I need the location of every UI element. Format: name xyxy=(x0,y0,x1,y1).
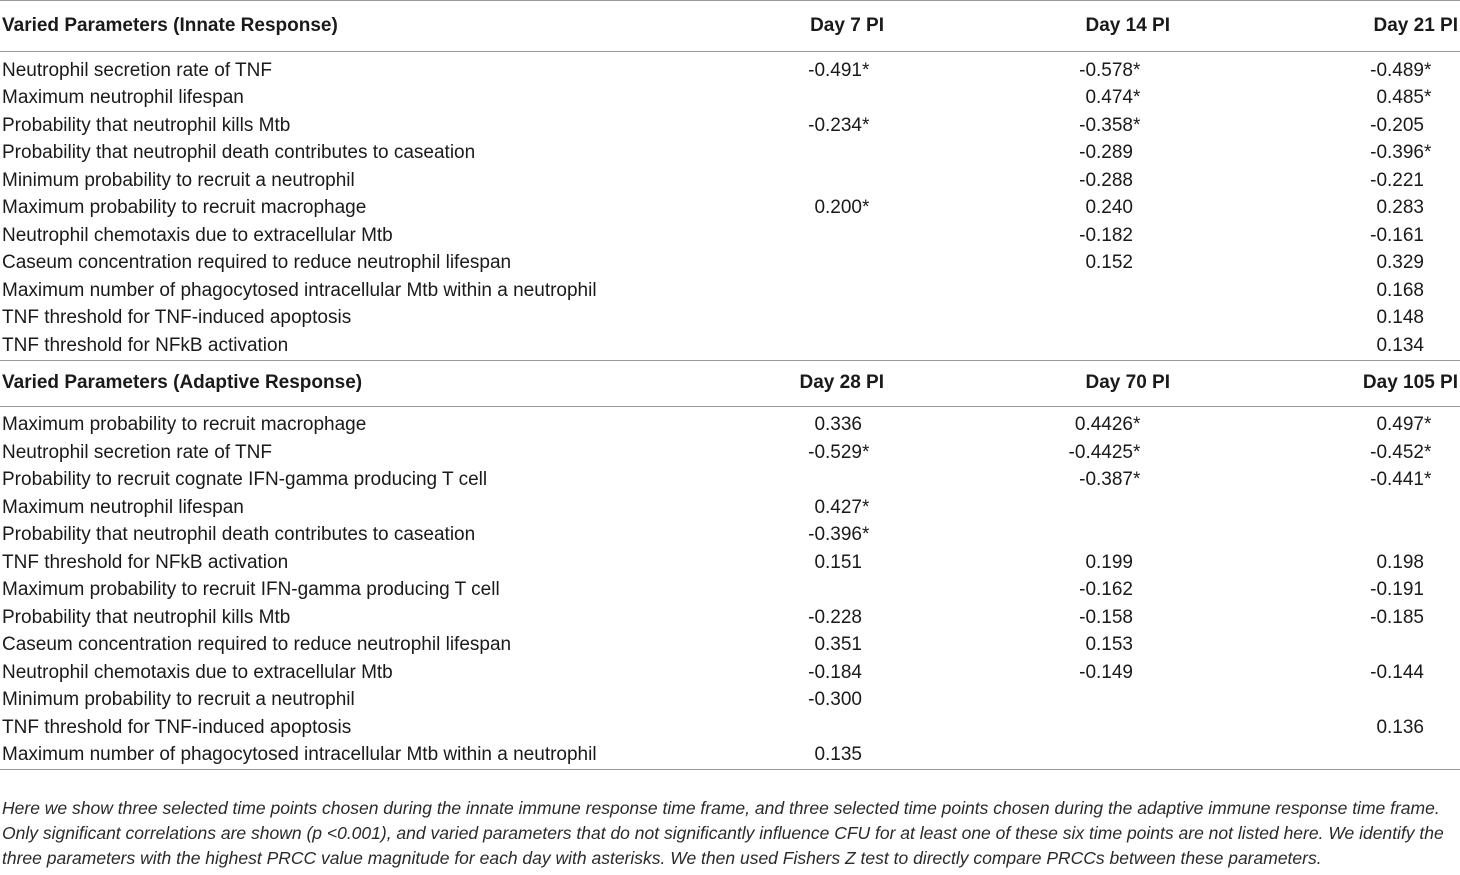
prcc-value-cell xyxy=(740,85,988,113)
prcc-value-cell xyxy=(740,439,988,467)
param-name-cell: Maximum probability to recruit macrophage xyxy=(2,414,367,436)
prcc-value: -0.396 xyxy=(1370,142,1424,164)
prcc-value-cell xyxy=(1260,112,1460,140)
prcc-value: -0.489 xyxy=(1370,59,1424,81)
innate-day21-header: Day 21 PI xyxy=(1260,1,1460,52)
prcc-value-cell xyxy=(740,632,988,660)
prcc-value-cell xyxy=(988,714,1260,742)
prcc-value: -0.161 xyxy=(1370,224,1424,246)
prcc-value-cell xyxy=(1260,57,1460,85)
prcc-value: 0.136 xyxy=(1376,716,1424,738)
prcc-value-cell xyxy=(740,659,988,687)
prcc-value-cell xyxy=(988,549,1260,577)
prcc-value: 0.148 xyxy=(1376,307,1424,329)
innate-param-header: Varied Parameters (Innate Response) xyxy=(0,1,740,52)
significance-asterisk: * xyxy=(1424,441,1432,463)
param-name-cell: Neutrophil secretion rate of TNF xyxy=(2,59,272,81)
param-name-cell: TNF threshold for NFkB activation xyxy=(2,551,289,573)
prcc-value-cell xyxy=(1260,687,1460,715)
table-row xyxy=(0,250,1460,278)
prcc-value-cell xyxy=(740,494,988,522)
prcc-value: -0.396 xyxy=(808,524,862,546)
significance-asterisk: * xyxy=(1424,87,1432,109)
prcc-value-cell xyxy=(1260,632,1460,660)
significance-asterisk: * xyxy=(1424,469,1432,491)
prcc-value-cell xyxy=(1260,332,1460,360)
prcc-value-cell xyxy=(1260,167,1460,195)
prcc-value-cell xyxy=(988,522,1260,550)
table-row xyxy=(0,85,1460,113)
prcc-value-cell xyxy=(988,742,1260,770)
prcc-value-cell xyxy=(988,494,1260,522)
prcc-value-cell xyxy=(988,439,1260,467)
significance-asterisk: * xyxy=(1133,469,1141,491)
prcc-value: -0.221 xyxy=(1370,169,1424,191)
param-name-cell: Maximum number of phagocytosed intracellular Mtb within a neutrophil xyxy=(2,279,597,301)
prcc-value-cell xyxy=(988,85,1260,113)
prcc-value-cell xyxy=(740,467,988,495)
prcc-value-cell xyxy=(1260,85,1460,113)
param-name-cell: Probability that neutrophil kills Mtb xyxy=(2,114,291,136)
significance-asterisk: * xyxy=(1424,414,1432,436)
prcc-value: 0.427 xyxy=(814,496,862,518)
prcc-value-cell xyxy=(1260,140,1460,168)
prcc-value: 0.474 xyxy=(1085,87,1133,109)
table-row xyxy=(0,714,1460,742)
prcc-value: 0.240 xyxy=(1085,197,1133,219)
table-row xyxy=(0,659,1460,687)
prcc-value: 0.152 xyxy=(1085,252,1133,274)
table-row xyxy=(0,439,1460,467)
prcc-value-cell xyxy=(1260,467,1460,495)
prcc-value: 0.198 xyxy=(1376,551,1424,573)
innate-day14-header: Day 14 PI xyxy=(988,1,1260,52)
table-row xyxy=(0,277,1460,305)
prcc-value-cell xyxy=(1260,577,1460,605)
param-name-cell: Caseum concentration required to reduce neutrophil lifespan xyxy=(2,252,512,274)
prcc-value: -0.289 xyxy=(1079,142,1133,164)
param-name-cell: TNF threshold for TNF-induced apoptosis xyxy=(2,307,352,329)
prcc-value-cell xyxy=(988,604,1260,632)
significance-asterisk: * xyxy=(1133,59,1141,81)
prcc-value: 0.283 xyxy=(1376,197,1424,219)
table-row xyxy=(0,140,1460,168)
table-row xyxy=(0,687,1460,715)
prcc-value-cell xyxy=(1260,439,1460,467)
prcc-value-cell xyxy=(740,332,988,360)
prcc-value: -0.234 xyxy=(808,114,862,136)
prcc-value-cell xyxy=(1260,222,1460,250)
table-row xyxy=(0,412,1460,440)
prcc-value-cell xyxy=(1260,604,1460,632)
param-name-cell: Neutrophil chemotaxis due to extracellular Mtb xyxy=(2,661,393,683)
footnote-line-2: Only significant correlations are shown (p <0.001), and varied parameters that do not significantly influence CFU for at least one of these six time points are not listed here. We identify the xyxy=(2,823,1444,843)
param-name-cell: Maximum number of phagocytosed intracellular Mtb within a neutrophil xyxy=(0,742,740,770)
param-name-cell: Probability that neutrophil death contributes to caseation xyxy=(2,524,476,546)
prcc-value: 0.199 xyxy=(1085,551,1133,573)
significance-asterisk: * xyxy=(1133,441,1141,463)
prcc-value-cell xyxy=(988,250,1260,278)
table-row xyxy=(0,742,1460,770)
table-row xyxy=(0,112,1460,140)
prcc-value-cell xyxy=(740,140,988,168)
prcc-value-cell xyxy=(1260,494,1460,522)
param-name-cell: Minimum probability to recruit a neutrophil xyxy=(2,169,355,191)
table-row xyxy=(0,494,1460,522)
prcc-value-cell xyxy=(740,742,988,770)
param-name-cell: TNF threshold for NFkB activation xyxy=(0,332,740,360)
prcc-value: -0.149 xyxy=(1079,661,1133,683)
significance-asterisk: * xyxy=(862,441,870,463)
prcc-value-cell xyxy=(1260,659,1460,687)
adaptive-header-row xyxy=(0,360,1460,406)
prcc-value-cell xyxy=(988,577,1260,605)
prcc-value: -0.387 xyxy=(1079,469,1133,491)
table-footnote xyxy=(2,796,1458,871)
prcc-value: 0.497 xyxy=(1376,414,1424,436)
prcc-value-cell xyxy=(740,714,988,742)
prcc-value-cell xyxy=(1260,195,1460,223)
prcc-value-cell xyxy=(740,577,988,605)
table-row xyxy=(0,167,1460,195)
param-name-cell: Maximum neutrophil lifespan xyxy=(2,87,244,109)
prcc-value: 0.336 xyxy=(814,414,862,436)
table-row xyxy=(0,549,1460,577)
prcc-value-cell xyxy=(988,112,1260,140)
prcc-value-cell xyxy=(988,140,1260,168)
table-row xyxy=(0,467,1460,495)
prcc-value: 0.134 xyxy=(1376,334,1424,356)
table-row xyxy=(0,577,1460,605)
significance-asterisk: * xyxy=(862,496,870,518)
table-row xyxy=(0,332,1460,360)
prcc-value: -0.144 xyxy=(1370,661,1424,683)
prcc-value-cell xyxy=(740,522,988,550)
prcc-value: 0.329 xyxy=(1376,252,1424,274)
prcc-value-cell xyxy=(740,305,988,333)
prcc-value: -0.441 xyxy=(1370,469,1424,491)
param-name-cell: Probability to recruit cognate IFN-gamma producing T cell xyxy=(2,469,488,491)
innate-day7-header: Day 7 PI xyxy=(740,1,988,52)
significance-asterisk: * xyxy=(1424,59,1432,81)
prcc-value: 0.151 xyxy=(814,551,862,573)
prcc-value: -0.578 xyxy=(1079,59,1133,81)
prcc-value: -0.184 xyxy=(808,661,862,683)
prcc-value-cell xyxy=(740,167,988,195)
significance-asterisk: * xyxy=(1424,142,1432,164)
param-name-cell: Neutrophil chemotaxis due to extracellular Mtb xyxy=(2,224,393,246)
prcc-value-cell xyxy=(988,305,1260,333)
footnote-line-1: Here we show three selected time points chosen during the innate immune response time frame, and three selected time points chosen during the adaptive immune response time frame. xyxy=(2,798,1440,818)
prcc-value: 0.351 xyxy=(814,634,862,656)
adaptive-day105-header: Day 105 PI xyxy=(1260,360,1460,406)
prcc-value-cell xyxy=(1260,305,1460,333)
prcc-value-cell xyxy=(988,222,1260,250)
prcc-value-cell xyxy=(988,467,1260,495)
prcc-value: -0.288 xyxy=(1079,169,1133,191)
prcc-value-cell xyxy=(988,195,1260,223)
param-name-cell: Maximum probability to recruit macrophage xyxy=(2,197,367,219)
prcc-value: -0.185 xyxy=(1370,606,1424,628)
table-row xyxy=(0,195,1460,223)
prcc-value-cell xyxy=(1260,250,1460,278)
prcc-value-cell xyxy=(1260,714,1460,742)
param-name-cell: Caseum concentration required to reduce neutrophil lifespan xyxy=(2,634,512,656)
prcc-value: 0.168 xyxy=(1376,279,1424,301)
prcc-value-cell xyxy=(988,57,1260,85)
table-row xyxy=(0,522,1460,550)
prcc-value-cell xyxy=(988,277,1260,305)
table-row xyxy=(0,222,1460,250)
prcc-value: -0.358 xyxy=(1079,114,1133,136)
table-row xyxy=(0,632,1460,660)
prcc-value: -0.529 xyxy=(808,441,862,463)
prcc-value-cell xyxy=(988,659,1260,687)
prcc-value-cell xyxy=(740,687,988,715)
param-name-cell: Minimum probability to recruit a neutrophil xyxy=(2,689,355,711)
prcc-value-cell xyxy=(988,687,1260,715)
prcc-value-cell xyxy=(740,112,988,140)
prcc-value-cell xyxy=(1260,742,1460,770)
prcc-value: 0.153 xyxy=(1085,634,1133,656)
table-row xyxy=(0,305,1460,333)
significance-asterisk: * xyxy=(862,524,870,546)
param-name-cell: Probability that neutrophil kills Mtb xyxy=(2,606,291,628)
adaptive-day28-header: Day 28 PI xyxy=(740,360,988,406)
adaptive-day70-header: Day 70 PI xyxy=(988,360,1260,406)
adaptive-section xyxy=(0,360,1460,770)
prcc-value-cell xyxy=(740,412,988,440)
prcc-value-cell xyxy=(740,604,988,632)
prcc-value: -0.182 xyxy=(1079,224,1133,246)
prcc-value-cell xyxy=(988,412,1260,440)
prcc-value: -0.228 xyxy=(808,606,862,628)
prcc-value: -0.300 xyxy=(808,689,862,711)
footnote-line-3: three parameters with the highest PRCC value magnitude for each day with asterisks. We then used Fishers Z test to directly compare PRCCs between these parameters. xyxy=(2,848,1322,868)
prcc-value: -0.452 xyxy=(1370,441,1424,463)
prcc-value: -0.158 xyxy=(1079,606,1133,628)
significance-asterisk: * xyxy=(862,59,870,81)
prcc-value-cell xyxy=(1260,277,1460,305)
prcc-value: -0.4425 xyxy=(1068,441,1133,463)
significance-asterisk: * xyxy=(862,197,870,219)
prcc-value-cell xyxy=(740,195,988,223)
prcc-value-cell xyxy=(740,549,988,577)
prcc-value-cell xyxy=(740,222,988,250)
param-name-cell: Maximum neutrophil lifespan xyxy=(2,496,244,518)
table-row xyxy=(0,57,1460,85)
prcc-value-cell xyxy=(740,250,988,278)
innate-header-row xyxy=(0,1,1460,52)
prcc-value-cell xyxy=(740,277,988,305)
prcc-value: -0.491 xyxy=(808,59,862,81)
param-name-cell: Neutrophil secretion rate of TNF xyxy=(2,441,272,463)
prcc-value-cell xyxy=(988,167,1260,195)
param-name-cell: TNF threshold for TNF-induced apoptosis xyxy=(2,716,352,738)
prcc-value: 0.135 xyxy=(814,744,862,766)
significance-asterisk: * xyxy=(1133,114,1141,136)
prcc-value-cell xyxy=(1260,412,1460,440)
prcc-value: 0.200 xyxy=(814,197,862,219)
prcc-value: -0.205 xyxy=(1370,114,1424,136)
table-row xyxy=(0,604,1460,632)
prcc-value-cell xyxy=(988,632,1260,660)
significance-asterisk: * xyxy=(1133,87,1141,109)
prcc-value-cell xyxy=(988,332,1260,360)
significance-asterisk: * xyxy=(1133,414,1141,436)
prcc-value-cell xyxy=(1260,549,1460,577)
prcc-value-cell xyxy=(740,57,988,85)
prcc-value: 0.485 xyxy=(1376,87,1424,109)
param-name-cell: Maximum probability to recruit IFN-gamma producing T cell xyxy=(2,579,500,601)
prcc-value: 0.4426 xyxy=(1074,414,1133,436)
prcc-value: -0.191 xyxy=(1370,579,1424,601)
prcc-value-cell xyxy=(1260,522,1460,550)
adaptive-param-header: Varied Parameters (Adaptive Response) xyxy=(0,360,740,406)
param-name-cell: Probability that neutrophil death contributes to caseation xyxy=(2,142,476,164)
innate-section xyxy=(0,1,1460,361)
significance-asterisk: * xyxy=(862,114,870,136)
prcc-value: -0.162 xyxy=(1079,579,1133,601)
